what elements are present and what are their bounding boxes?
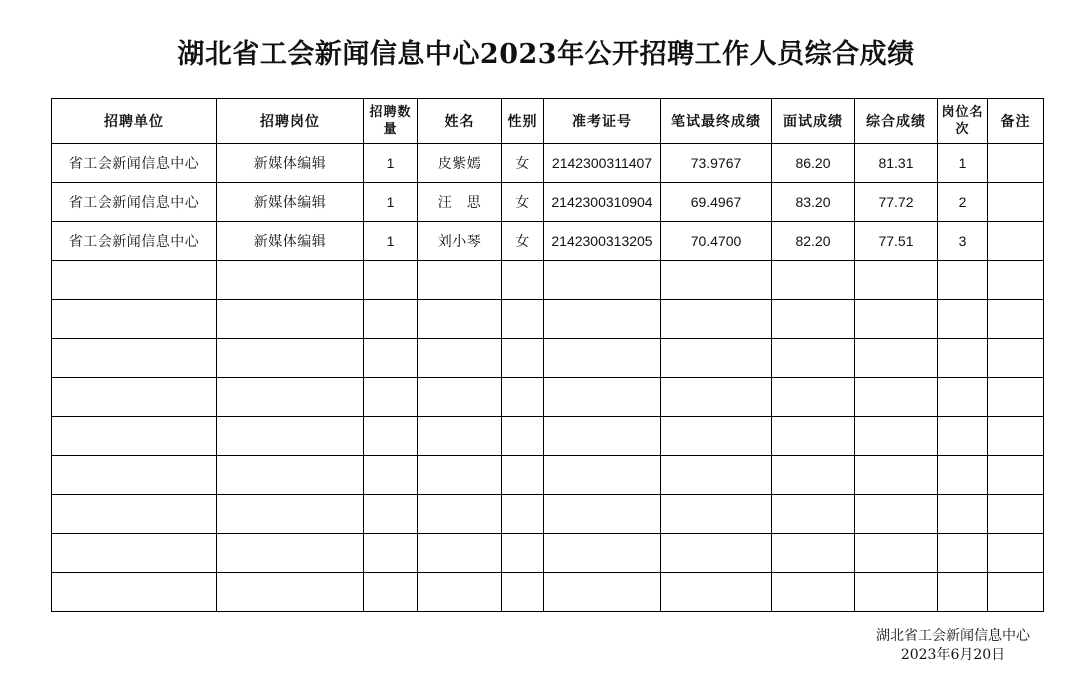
empty-cell xyxy=(502,261,544,300)
empty-cell xyxy=(855,300,938,339)
document-title: 湖北省工会新闻信息中心2023年公开招聘工作人员综合成绩 xyxy=(177,39,915,70)
empty-row xyxy=(52,573,1044,612)
header-name: 姓名 xyxy=(418,99,502,144)
empty-cell xyxy=(938,534,988,573)
empty-cell xyxy=(217,573,364,612)
empty-cell xyxy=(544,573,661,612)
empty-cell xyxy=(418,495,502,534)
empty-cell xyxy=(661,339,772,378)
empty-cell xyxy=(502,378,544,417)
table-row xyxy=(52,144,1044,183)
empty-cell xyxy=(217,417,364,456)
table-row xyxy=(52,222,1044,261)
header-count: 招聘数量 xyxy=(364,99,418,144)
table-header-row xyxy=(52,99,1044,144)
empty-cell xyxy=(938,495,988,534)
cell-interview-score: 83.20 xyxy=(772,183,855,222)
empty-cell xyxy=(52,534,217,573)
empty-cell xyxy=(772,534,855,573)
cell-count: 1 xyxy=(364,144,418,183)
empty-cell xyxy=(544,339,661,378)
empty-cell xyxy=(772,378,855,417)
cell-exam-no: 2142300310904 xyxy=(544,183,661,222)
header-remark: 备注 xyxy=(988,99,1044,144)
cell-gender: 女 xyxy=(502,144,544,183)
empty-cell xyxy=(364,300,418,339)
empty-cell xyxy=(52,456,217,495)
empty-row xyxy=(52,261,1044,300)
cell-unit: 省工会新闻信息中心 xyxy=(52,222,217,261)
cell-total-score: 77.72 xyxy=(855,183,938,222)
cell-exam-no: 2142300311407 xyxy=(544,144,661,183)
empty-row xyxy=(52,534,1044,573)
empty-row xyxy=(52,300,1044,339)
empty-cell xyxy=(217,300,364,339)
cell-count: 1 xyxy=(364,222,418,261)
empty-cell xyxy=(364,261,418,300)
empty-row xyxy=(52,339,1044,378)
empty-cell xyxy=(418,378,502,417)
empty-cell xyxy=(364,495,418,534)
empty-cell xyxy=(418,534,502,573)
empty-cell xyxy=(938,573,988,612)
empty-cell xyxy=(544,378,661,417)
empty-cell xyxy=(772,339,855,378)
header-interview-score: 面试成绩 xyxy=(772,99,855,144)
header-rank: 岗位名次 xyxy=(938,99,988,144)
empty-cell xyxy=(418,300,502,339)
empty-cell xyxy=(364,417,418,456)
empty-cell xyxy=(502,300,544,339)
empty-cell xyxy=(217,261,364,300)
header-gender: 性别 xyxy=(502,99,544,144)
empty-cell xyxy=(52,417,217,456)
empty-cell xyxy=(855,339,938,378)
empty-cell xyxy=(52,300,217,339)
empty-cell xyxy=(217,495,364,534)
empty-cell xyxy=(855,417,938,456)
empty-row xyxy=(52,378,1044,417)
empty-cell xyxy=(502,339,544,378)
empty-cell xyxy=(544,534,661,573)
empty-row xyxy=(52,495,1044,534)
empty-cell xyxy=(544,300,661,339)
empty-row xyxy=(52,417,1044,456)
header-exam-no: 准考证号 xyxy=(544,99,661,144)
empty-cell xyxy=(418,417,502,456)
cell-total-score: 77.51 xyxy=(855,222,938,261)
empty-cell xyxy=(938,417,988,456)
empty-cell xyxy=(418,456,502,495)
empty-cell xyxy=(855,534,938,573)
empty-cell xyxy=(52,261,217,300)
empty-cell xyxy=(418,339,502,378)
cell-written-score: 73.9767 xyxy=(661,144,772,183)
empty-cell xyxy=(364,456,418,495)
cell-rank: 2 xyxy=(938,183,988,222)
cell-unit: 省工会新闻信息中心 xyxy=(52,144,217,183)
empty-row xyxy=(52,456,1044,495)
empty-cell xyxy=(988,300,1044,339)
cell-exam-no: 2142300313205 xyxy=(544,222,661,261)
cell-rank: 3 xyxy=(938,222,988,261)
empty-cell xyxy=(772,495,855,534)
footer-signature xyxy=(876,627,1030,665)
empty-cell xyxy=(364,339,418,378)
cell-unit: 省工会新闻信息中心 xyxy=(52,183,217,222)
empty-cell xyxy=(988,456,1044,495)
empty-cell xyxy=(661,261,772,300)
empty-cell xyxy=(855,573,938,612)
empty-cell xyxy=(217,339,364,378)
empty-cell xyxy=(938,456,988,495)
empty-cell xyxy=(217,378,364,417)
cell-remark xyxy=(988,183,1044,222)
empty-cell xyxy=(502,573,544,612)
empty-cell xyxy=(52,378,217,417)
cell-total-score: 81.31 xyxy=(855,144,938,183)
cell-written-score: 69.4967 xyxy=(661,183,772,222)
empty-cell xyxy=(544,495,661,534)
cell-written-score: 70.4700 xyxy=(661,222,772,261)
empty-cell xyxy=(661,534,772,573)
table-row xyxy=(52,183,1044,222)
cell-gender: 女 xyxy=(502,183,544,222)
empty-cell xyxy=(988,573,1044,612)
empty-cell xyxy=(502,534,544,573)
cell-name: 刘小琴 xyxy=(418,222,502,261)
empty-cell xyxy=(855,495,938,534)
cell-rank: 1 xyxy=(938,144,988,183)
cell-position: 新媒体编辑 xyxy=(217,144,364,183)
cell-position: 新媒体编辑 xyxy=(217,222,364,261)
empty-cell xyxy=(502,456,544,495)
empty-cell xyxy=(988,261,1044,300)
empty-cell xyxy=(938,378,988,417)
footer-org: 湖北省工会新闻信息中心 xyxy=(876,628,1030,644)
empty-cell xyxy=(938,300,988,339)
cell-interview-score: 86.20 xyxy=(772,144,855,183)
empty-cell xyxy=(772,573,855,612)
empty-cell xyxy=(502,495,544,534)
empty-cell xyxy=(661,495,772,534)
header-position: 招聘岗位 xyxy=(217,99,364,144)
empty-cell xyxy=(544,261,661,300)
results-table xyxy=(51,98,1044,612)
empty-cell xyxy=(661,456,772,495)
empty-cell xyxy=(772,456,855,495)
cell-count: 1 xyxy=(364,183,418,222)
footer-date: 2023年6月20日 xyxy=(900,647,1006,663)
empty-cell xyxy=(418,573,502,612)
empty-cell xyxy=(544,456,661,495)
empty-cell xyxy=(988,378,1044,417)
header-written-score: 笔试最终成绩 xyxy=(661,99,772,144)
empty-cell xyxy=(855,456,938,495)
header-unit: 招聘单位 xyxy=(52,99,217,144)
cell-name: 汪 思 xyxy=(418,183,502,222)
empty-cell xyxy=(938,339,988,378)
empty-cell xyxy=(502,417,544,456)
empty-cell xyxy=(855,261,938,300)
empty-cell xyxy=(544,417,661,456)
cell-remark xyxy=(988,222,1044,261)
cell-name: 皮紫嫣 xyxy=(418,144,502,183)
empty-cell xyxy=(52,339,217,378)
cell-remark xyxy=(988,144,1044,183)
empty-cell xyxy=(988,534,1044,573)
empty-cell xyxy=(52,573,217,612)
empty-cell xyxy=(52,495,217,534)
empty-cell xyxy=(988,417,1044,456)
empty-cell xyxy=(364,534,418,573)
cell-gender: 女 xyxy=(502,222,544,261)
cell-interview-score: 82.20 xyxy=(772,222,855,261)
empty-cell xyxy=(988,495,1044,534)
empty-cell xyxy=(364,573,418,612)
empty-cell xyxy=(855,378,938,417)
header-total-score: 综合成绩 xyxy=(855,99,938,144)
empty-cell xyxy=(988,339,1044,378)
empty-cell xyxy=(772,300,855,339)
cell-position: 新媒体编辑 xyxy=(217,183,364,222)
empty-cell xyxy=(661,417,772,456)
empty-cell xyxy=(772,417,855,456)
empty-cell xyxy=(217,534,364,573)
empty-cell xyxy=(938,261,988,300)
empty-cell xyxy=(217,456,364,495)
empty-cell xyxy=(772,261,855,300)
empty-cell xyxy=(364,378,418,417)
empty-cell xyxy=(661,300,772,339)
empty-cell xyxy=(661,378,772,417)
empty-cell xyxy=(418,261,502,300)
empty-cell xyxy=(661,573,772,612)
